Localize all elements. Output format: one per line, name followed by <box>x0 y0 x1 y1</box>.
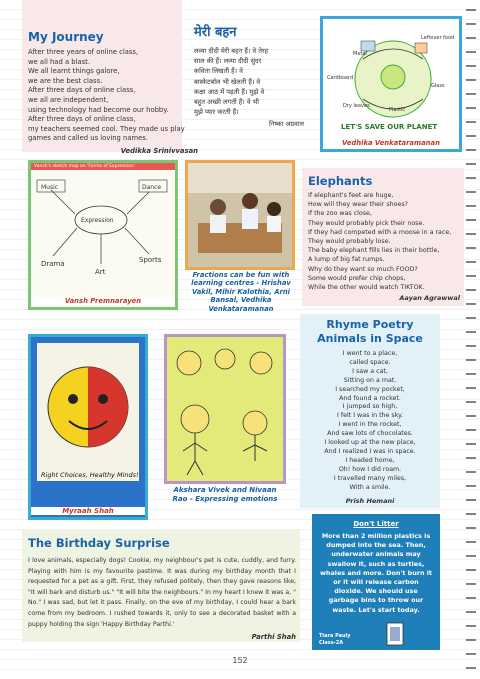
elephants-line: They would probably pick their nose. <box>308 219 425 227</box>
hindi-line: लव्या दीदी मेरी बहन हैं। वे तेरह <box>194 47 269 55</box>
journey-line: After three days of online class, <box>28 86 136 95</box>
rhyme-line: With a smile. <box>349 483 391 491</box>
vansh-label-expression: Expression <box>81 217 114 224</box>
rhyme-line: And saw lots of chocolates. <box>327 430 413 438</box>
litter-author: Tiara Pauly <box>319 632 351 639</box>
elephants-line: If they had competed with a moose in a race, <box>308 228 452 236</box>
rhyme-line: I went to a place, <box>342 350 398 357</box>
classroom-photo-image <box>188 163 292 267</box>
planet-label-metal: Metal <box>353 51 367 57</box>
planet-label-cardboard: Cardboard <box>327 75 354 81</box>
myraah-artwork <box>28 334 148 520</box>
litter-body: More than 2 million plastics is dumped into the sea. Then, underwater animals may swallow it, such as turtles, whales and more. Don't burn it or it will release carbon dioxide. We should use garbage bins to throw our waste. Let's start today. <box>320 532 432 614</box>
vansh-label-sports: Sports <box>139 256 162 264</box>
elephants-line: They would probably lose. <box>308 238 391 246</box>
rhyme-line: I felt I was in the sky. <box>337 412 403 420</box>
vansh-caption: Vansh Premnarayen <box>31 297 175 305</box>
hindi-author: निष्का अग्रवाल <box>268 120 304 129</box>
vansh-label-dance: Dance <box>142 184 162 191</box>
hindi-line: मुझे प्यार करती हैं। <box>194 108 239 117</box>
elephants-line: How will they wear their shoes? <box>308 201 408 209</box>
elephants-title: Elephants <box>308 174 373 188</box>
rhyme-line: I travelled many miles, <box>333 474 407 482</box>
rhyme-title: Rhyme Poetry Animals in Space <box>317 318 423 345</box>
rhyme-line: Oh! how I did roam. <box>338 465 402 473</box>
litter-class: Class-2A <box>319 639 344 646</box>
journey-line: we all had a blast. <box>28 57 91 66</box>
elephants-author: Aayan Agrawwal <box>399 294 460 303</box>
journey-poem <box>28 48 198 144</box>
litter-panel <box>312 514 440 650</box>
journey-line: we are the best class. <box>28 76 103 85</box>
journey-line: we all are independent, <box>28 95 109 104</box>
hindi-poem <box>194 46 304 117</box>
birthday-title: The Birthday Surprise <box>28 536 170 550</box>
elephants-line: While the other would watch TIKTOK. <box>308 284 425 292</box>
litter-title: Don't Litter <box>353 520 399 528</box>
journey-line: games and called us loving names. <box>28 134 148 143</box>
classroom-photo <box>185 160 295 270</box>
akshara-artwork <box>164 334 286 484</box>
page-number: 152 <box>232 656 248 665</box>
elephants-line: A lump of big fat rumps. <box>308 256 385 264</box>
elephants-poem <box>308 191 460 292</box>
myraah-art-text: Right Choices, Healthy Minds! <box>41 471 139 479</box>
trash-bin-icon <box>385 621 405 647</box>
hindi-title: मेरी बहन <box>194 25 237 40</box>
rhyme-line: And found a rocket. <box>339 394 401 402</box>
elephants-line: Some would prefer chip chops, <box>308 274 406 282</box>
journey-line: using technology had become our hobby. <box>28 105 169 114</box>
vansh-drawing <box>31 170 175 278</box>
akshara-caption: Akshara Vivek and Nivaan Rao - Expressing emotions <box>172 486 278 503</box>
vansh-artwork <box>28 160 178 310</box>
rhyme-line: Sitting on a mat. <box>343 376 397 384</box>
journey-line: After three years of online class, <box>28 48 139 56</box>
hindi-line: कक्षा आठ में पढ़ती हैं। मुझे वे <box>194 87 265 96</box>
rhyme-line: I went in the rocket, <box>338 421 402 429</box>
journey-line: After three days of online class, <box>28 115 136 124</box>
journey-line: my teachers seemed cool. They made us play <box>28 124 185 133</box>
birthday-author: Parthi Shah <box>251 633 296 642</box>
rhyme-line: I looked up at the new place, <box>324 439 416 447</box>
planet-drawing <box>323 19 462 139</box>
myraah-drawing <box>31 337 145 487</box>
hindi-section <box>194 22 304 128</box>
journey-section <box>28 30 198 155</box>
hindi-line: बहुत अच्छी लगती हैं। वे भी <box>194 98 259 107</box>
rhyme-line: I jumped so high, <box>342 403 398 411</box>
rhyme-line: I searched my pocket, <box>335 385 405 393</box>
rhyme-author: Prish Hemani <box>345 496 395 505</box>
planet-caption: Vedhika Venkataramanan <box>323 139 459 147</box>
rhyme-line: I headed home, <box>345 456 395 464</box>
planet-artwork <box>320 16 462 152</box>
elephants-section <box>308 174 460 302</box>
planet-label-slogan: LET'S SAVE OUR PLANET <box>341 123 438 131</box>
elephants-line: If elephant's feet are huge, <box>308 192 394 199</box>
planet-label-leaves: Dry leaves <box>343 103 370 109</box>
akshara-drawing <box>167 337 283 481</box>
journey-author: Vedikka Srinivvasan <box>120 146 198 155</box>
planet-label-plastic: Plastic <box>389 107 406 113</box>
elephants-line: If the zoo was close, <box>308 210 372 218</box>
rhyme-section <box>300 318 440 505</box>
elephants-line: Why do they want so much FOOD? <box>308 265 418 273</box>
elephants-line: The baby elephant fills lies in their bottle, <box>308 247 440 255</box>
planet-label-glass: Glass <box>431 83 445 89</box>
vansh-label-drama: Drama <box>41 260 65 268</box>
spiral-binding <box>464 0 480 679</box>
hindi-line: कविता लिखती हैं। वे <box>194 67 243 76</box>
vansh-header: Vansh's sketch map on 'Forms of Expression' <box>31 163 175 170</box>
rhyme-poem <box>300 350 440 493</box>
rhyme-line: I saw a cat, <box>352 367 388 375</box>
hindi-line: साल की हैं। लव्या दीदी सुंदर <box>194 57 262 66</box>
vansh-label-art: Art <box>95 268 106 276</box>
journey-line: We all learnt things galore, <box>28 67 120 76</box>
birthday-body: I love animals, especially dogs! Cookie, my neighbour's pet is cute, cuddly, and furry. Playing with him is my favourite pastime. It was during my birthday month that I requested for a pet as a gift. First, they refused politely, then they gave reasons like, "It will bark and disturb us." "It will bite the neighbours." In my heart I knew it was a, " No." I was sad, but let it pass. Finally, on the eve of my birthday, I could hear a bark come from my bedroom. I rushed towards it, only to see a decorated basket with a puppy holding the sign 'Happy Birthday Parthi.' <box>28 557 296 628</box>
myraah-caption: Myraah Shah <box>31 507 145 515</box>
vansh-label-music: Music <box>41 184 59 191</box>
planet-label-food: Leftover food <box>421 35 455 41</box>
journey-title: My Journey <box>28 30 104 44</box>
hindi-line: बास्केटबॉल भी खेलती हैं। वे <box>194 77 261 86</box>
photo-caption: Fractions can be fun with learning centres - Hrishav Vakil, Mihir Kalothia, Arni Bansal, Vedhika Venkataramanan <box>191 271 291 313</box>
birthday-section <box>28 536 296 641</box>
rhyme-line: called space. <box>349 358 391 366</box>
rhyme-line: And I realized I was in space. <box>324 447 416 455</box>
